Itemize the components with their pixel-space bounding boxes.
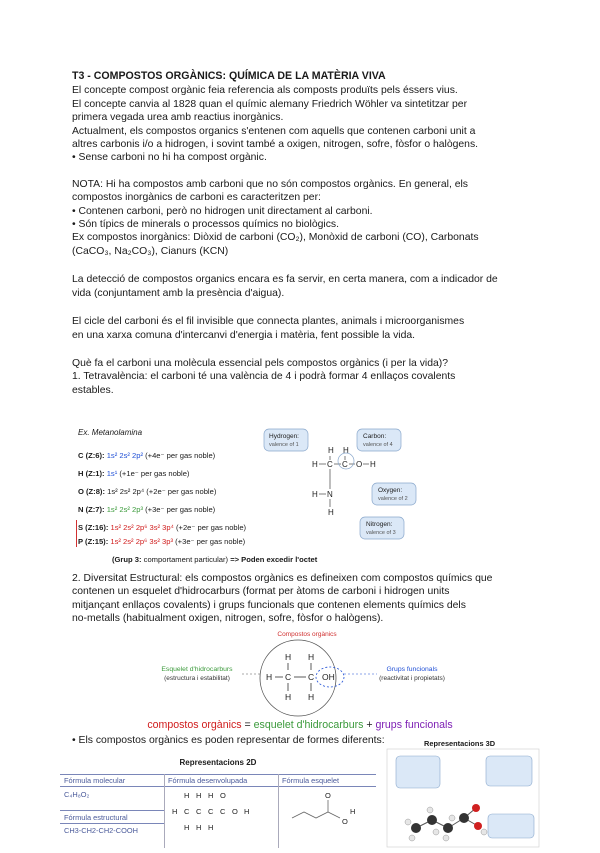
- nota-line: compostos inorgànics de carboni es caracteritzen per:: [72, 192, 321, 204]
- col-header-desenvolupada: Fórmula desenvolupada: [168, 776, 248, 785]
- svg-text:(reactivitat i propietats): (reactivitat i propietats): [379, 675, 445, 682]
- formula-line: compostos orgànics = esquelet d'hidrocarburs + grups funcionals: [147, 719, 453, 731]
- svg-text:Carbon:: Carbon:: [363, 433, 387, 440]
- nota-line: NOTA: Hi ha compostos amb carboni que no són compostos orgànics. En general, els: [72, 178, 469, 190]
- svg-text:H: H: [308, 652, 315, 662]
- note-bubble: [396, 756, 440, 788]
- config-carbon: C (Z:6): 1s² 2s² 2p² (+4e⁻ per gas noble): [78, 451, 216, 460]
- intro-line: Actualment, els compostos organics s'entenen com aquells que contenen carboni unit a: [72, 125, 476, 137]
- svg-text:C: C: [308, 672, 315, 682]
- atom-h: H: [312, 460, 318, 469]
- atom-c: C: [342, 460, 348, 469]
- note-bubble: [488, 814, 534, 838]
- skeletal-formula: [286, 788, 372, 848]
- cicle-line: El cicle del carboni és el fil invisible que connecta plantes, animals i microorganismes: [72, 316, 465, 328]
- svg-text:H: H: [244, 807, 250, 816]
- svg-text:(estructura i estabilitat): (estructura i estabilitat): [164, 675, 230, 682]
- svg-text:O: O: [325, 791, 331, 800]
- config-oxygen: O (Z:8): 1s² 2s² 2p⁴ (+2e⁻ per gas noble): [78, 487, 217, 496]
- structural-label: Fórmula estructural: [64, 813, 128, 822]
- svg-text:valence of 3: valence of 3: [366, 530, 396, 536]
- svg-text:H: H: [196, 823, 202, 832]
- page-title: T3 - COMPOSTOS ORGÀNICS: QUÍMICA DE LA MATÈRIA VIVA: [72, 70, 386, 82]
- diversitat-section: [72, 572, 542, 626]
- intro-line: El concepte canvia al 1828 quan el químic alemany Friedrich Wöhler va sintetitzar per: [72, 98, 468, 110]
- svg-text:H: H: [308, 692, 315, 702]
- rep3d-label: Representacions 3D: [424, 739, 496, 748]
- svg-text:H: H: [184, 823, 190, 832]
- metanolamina-structure: [262, 427, 422, 559]
- config-hydrogen: H (Z:1): 1s¹ (+1e⁻ per gas noble): [78, 469, 190, 478]
- nota-line: (CaCO₃, Na₂CO₃), Cianurs (KCN): [72, 245, 229, 257]
- period3-marker: [76, 520, 77, 547]
- svg-text:O: O: [220, 791, 226, 800]
- compostos-organics-figure: [72, 628, 542, 718]
- svg-text:H: H: [208, 823, 214, 832]
- svg-text:Hydrogen:: Hydrogen:: [269, 433, 299, 440]
- svg-text:C: C: [208, 807, 214, 816]
- diversitat-line: mitjançant enllaços covalents) i grups funcionals que contenen elements químics dels: [72, 599, 466, 611]
- intro-line: • Sense carboni no hi ha compost orgànic.: [72, 152, 267, 164]
- document-body: [72, 70, 542, 397]
- structural-formula: CH3-CH2-CH2-COOH: [64, 826, 138, 835]
- deteccio-line: La detecció de compostos organics encara es fa servir, en certa manera, com a indicador de: [72, 274, 498, 286]
- svg-text:H: H: [184, 791, 190, 800]
- svg-text:H: H: [285, 652, 292, 662]
- svg-text:C: C: [196, 807, 202, 816]
- col-header-molecular: Fórmula molecular: [64, 776, 126, 785]
- svg-text:O: O: [342, 817, 348, 826]
- svg-text:C: C: [285, 672, 292, 682]
- tetravalencia-line: 1. Tetravalència: el carboni té una valència de 4 i podrà formar 4 enllaços covalents: [72, 371, 456, 383]
- svg-text:H: H: [196, 791, 202, 800]
- molecular-formula: C₄H₈O₂: [64, 790, 90, 799]
- svg-text:valence of 1: valence of 1: [269, 442, 299, 448]
- atom-n: N: [327, 490, 333, 499]
- diversitat-line: 2. Diversitat Estructural: els compostos orgànics es defineixen com compostos químics que: [72, 573, 493, 584]
- representation-3d-figure: [386, 748, 540, 848]
- nota-line: Ex compostos inorgànics: Diòxid de carboni (CO₂), Monòxid de carboni (CO), Carbonats: [72, 232, 479, 244]
- svg-text:OH: OH: [322, 672, 335, 682]
- representations-2d-table: [60, 758, 376, 848]
- atom-h: H: [328, 446, 334, 455]
- svg-text:valence of 2: valence of 2: [378, 496, 408, 502]
- svg-text:C: C: [184, 807, 190, 816]
- example-title: Ex. Metanolamina: [78, 428, 143, 437]
- atom-h: H: [312, 490, 318, 499]
- svg-text:C: C: [220, 807, 226, 816]
- diversitat-line: no-metalls (habitualment oxigen, nitrogen, sofre, fòsfor o halògens).: [72, 613, 384, 625]
- svg-text:H: H: [350, 807, 356, 816]
- intro-line: primera vegada urea amb reactius inorgànics.: [72, 112, 284, 124]
- question-line: Què fa el carboni una molècula essencial pels compostos orgànics (i per la vida)?: [72, 357, 448, 369]
- intro-line: altres carbonis i/o a hidrogen, i sovint també a oxigen, nitrogen, sofre, fòsfor o halògens.: [72, 139, 479, 151]
- developed-formula: [170, 788, 274, 848]
- col-header-esquelet: Fórmula esquelet: [282, 776, 340, 785]
- atom-c: C: [327, 460, 333, 469]
- table-title: Representacions 2D: [179, 758, 257, 767]
- atom-o: O: [356, 460, 363, 469]
- svg-text:Esquelet d'hidrocarburs: Esquelet d'hidrocarburs: [161, 666, 233, 673]
- atom-h: H: [343, 446, 349, 455]
- note-bubble: [486, 756, 532, 786]
- nota-line: • Contenen carboni, però no hidrogen unit directament al carboni.: [72, 205, 373, 217]
- svg-text:H: H: [266, 672, 273, 682]
- atom-h: H: [370, 460, 376, 469]
- metanolamina-figure: [72, 427, 542, 564]
- grup3-note: (Grup 3: comportament particular) => Poden excedir l'octet: [112, 555, 318, 564]
- representations-line: • Els compostos orgànics es poden representar de formes diferents:: [72, 735, 385, 746]
- intro-line: El concepte compost orgànic feia referencia als composts produïts pels éssers vius.: [72, 85, 458, 97]
- cicle-line: en una xarxa comuna d'intercanvi d'energia i matèria, fent possible la vida.: [72, 329, 416, 341]
- atom-h: H: [328, 508, 334, 517]
- config-nitrogen: N (Z:7): 1s² 2s² 2p³ (+3e⁻ per gas noble): [78, 505, 216, 514]
- nota-line: • Són típics de minerals o processos químics no biològics.: [72, 219, 339, 231]
- svg-text:H: H: [285, 692, 292, 702]
- svg-text:Compostos orgànics: Compostos orgànics: [277, 631, 337, 638]
- svg-text:O: O: [232, 807, 238, 816]
- tetravalencia-line: estables.: [72, 384, 114, 396]
- deteccio-line: vida (conjuntament amb la presència d'aigua).: [72, 287, 285, 299]
- config-phosphorus: P (Z:15): 1s² 2s² 2p⁶ 3s² 3p³ (+3e⁻ per gas noble): [78, 537, 246, 546]
- config-sulfur: S (Z:16): 1s² 2s² 2p⁶ 3s² 3p⁴ (+2e⁻ per gas noble): [78, 523, 247, 532]
- ethanol-diagram: [72, 628, 542, 718]
- svg-text:H: H: [172, 807, 178, 816]
- diversitat-line: contenen un esquelet d'hidrocarburs (format per àtoms de carboni i hidrogen units: [72, 586, 450, 598]
- svg-text:Nitrogen:: Nitrogen:: [366, 521, 393, 528]
- svg-text:valence of 4: valence of 4: [363, 442, 393, 448]
- svg-text:Oxygen:: Oxygen:: [378, 487, 403, 494]
- svg-text:H: H: [208, 791, 214, 800]
- svg-text:Grups funcionals: Grups funcionals: [386, 666, 438, 673]
